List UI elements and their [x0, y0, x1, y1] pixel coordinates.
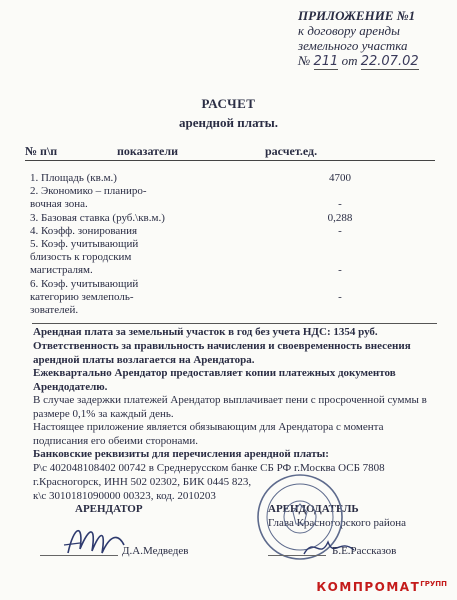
row-label: 2. Экономико – планиро- вочная зона. [30, 185, 147, 210]
row-label: 3. Базовая ставка (руб.\кв.м.) [30, 212, 165, 224]
validity-text: Настоящее приложение является обязывающим для Арендатора с момента подписания его обеими сторонами. [33, 421, 384, 447]
row-value: 4700 [329, 172, 351, 184]
lessor-name: Б.Е.Рассказов [332, 545, 397, 557]
date-label: от [341, 53, 358, 68]
quarterly-text: Ежеквартально Арендатор предоставляет копии платежных документов Арендодателю. [33, 367, 396, 393]
col-value-header: расчет.ед. [265, 144, 318, 158]
brand-logo [316, 580, 447, 594]
appendix-header [298, 8, 448, 70]
bank-account-line: Р\с 402048108402 00742 в Среднерусском банке СБ РФ г.Москва ОСБ 7808 [33, 462, 385, 474]
table-header [25, 144, 435, 161]
number-label: № [298, 53, 311, 68]
appendix-title: ПРИЛОЖЕНИЕ №1 [298, 8, 416, 23]
penalty-text: В случае задержки платежей Арендатор выплачивает пени с просроченной суммы в размере 0,1% за каждый день. [33, 394, 427, 420]
row-label: 4. Коэфф. зонирования [30, 225, 138, 237]
appendix-number-line [298, 53, 448, 70]
appendix-line-2: земельного участка [298, 38, 408, 53]
tenant-name: Д.А.Медведев [122, 545, 189, 557]
contract-date: 22.07.02 [360, 54, 419, 69]
contract-number: 211 [313, 54, 339, 69]
document-title: РАСЧЕТ [201, 96, 256, 111]
document-subtitle: арендной платы. [178, 115, 279, 130]
bank-details-heading: Банковские реквизиты для перечисления арендной платы: [33, 448, 329, 460]
tenant-signature [60, 515, 130, 565]
appendix-line-1: к договору аренды [298, 23, 400, 38]
annual-rent-text: Арендная плата за земельный участок в год без учета НДС: 1354 руб. [33, 326, 378, 338]
row-value: - [338, 264, 342, 276]
lessor-role: Глава Красногорского района [268, 517, 407, 529]
col-parameter-header: показатели [117, 144, 179, 158]
lessor-signature-line [268, 555, 326, 556]
bank-corr-line: к\с 3010181090000 00323, код. 2010203 [33, 490, 216, 502]
row-value: - [338, 225, 342, 237]
tenant-signature-line [40, 555, 118, 556]
brand-suffix: ГРУПП [420, 580, 447, 588]
bank-inn-line: г.Красногорск, ИНН 502 02302, БИК 0445 823, [33, 476, 252, 488]
row-value: - [338, 198, 342, 210]
lessor-label: АРЕНДОДАТЕЛЬ [268, 503, 359, 515]
row-label: 5. Коэф. учитывающий близость к городским магистралям. [30, 238, 139, 276]
row-label: 1. Площадь (кв.м.) [30, 172, 117, 184]
section-divider [32, 323, 437, 324]
brand-name: КОМПРОМАТ [316, 580, 421, 594]
row-value: 0,288 [327, 212, 353, 224]
row-value: - [338, 291, 342, 303]
col-number-header: № п\п [25, 144, 58, 158]
row-label: 6. Коэф. учитывающий категорию землеполь- зователей. [30, 278, 139, 316]
tenant-label: АРЕНДАТОР [75, 503, 143, 515]
responsibility-text: Ответственность за правильность начисления и своевременность внесения арендной платы возлагается на Арендатора. [33, 340, 411, 366]
